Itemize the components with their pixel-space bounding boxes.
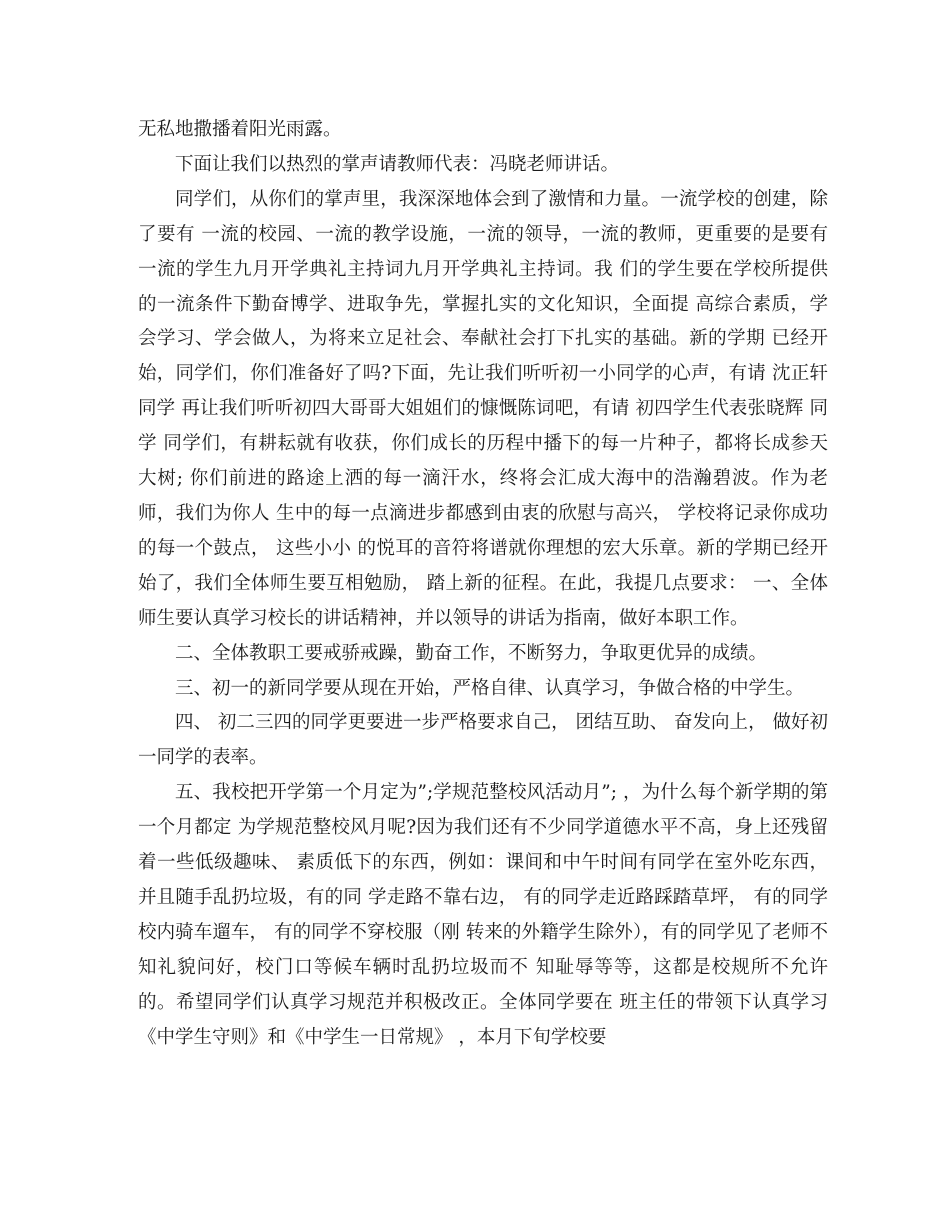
paragraph-2: 下面让我们以热烈的掌声请教师代表：冯晓老师讲话。 <box>175 153 620 175</box>
paragraph-4: 二、全体教职工要戒骄戒躁，勤奋工作，不断努力，争取更优异的成绩。 <box>175 642 768 664</box>
paragraph-1: 无私地撒播着阳光雨露。 <box>138 119 342 140</box>
paragraph-3: 同学们，从你们的掌声里，我深深地体会到了激情和力量。一流学校的创建，除了要有 一流的校园、一流的教学设施，一流的领导，一流的教师，更重要的是要有一流的学生九月开学典礼主持词九月开学典礼主持词。我 们的学生要在学校所提供的一流条件下勤奋博学、进取争先，掌握扎实的文化知识，全面提 高综合素质，学会学习、学会做人，为将来立足社会、奉献社会打下扎实的基础。新的学期 已经开始，同学们，你们准备好了吗?下面，先让我们听听初一小同学的心声，有请 沈正轩同学 再让我们听听初四大哥哥大姐姐们的慷慨陈词吧，有请 初四学生代表张晓辉 同学 同学们，有耕耘就有收获，你们成长的历程中播下的每一片种子，都将长成参天大树; 你们前进的路途上洒的每一滴汗水，终将会汇成大海中的浩瀚碧波。作为老师，我们为你人 生中的每一点滴进步都感到由衷的欣慰与高兴， 学校将记录你成功的每一个鼓点， 这些小小 的悦耳的音符将谱就你理想的宏大乐章。新的学期已经开始了，我们全体师生要互相勉励， 踏上新的征程。在此，我提几点要求： 一、全体师生要认真学习校长的讲话精神，并以领导的讲话为指南，做好本职工作。 <box>138 188 828 629</box>
paragraph-6: 四、 初二三四的同学更要进一步严格要求自己， 团结互助、 奋发向上， 做好初一同学的表率。 <box>138 712 828 769</box>
paragraph-5: 三、初一的新同学要从现在开始，严格自律、认真学习，争做合格的中学生。 <box>175 677 805 699</box>
paragraph-7: 五、我校把开学第一个月定为”;学规范整校风活动月”; ，为什么每个新学期的第一个月都定 为学规范整校风月呢?因为我们还有不少同学道德水平不高，身上还残留着一些低级趣味、 素质低下的东西，例如：课间和中午时间有同学在室外吃东西，并且随手乱扔垃圾，有的同 学走路不靠右边， 有的同学走近路踩踏草坪， 有的同学校内骑车遛车， 有的同学不穿校服（刚 转来的外籍学生除外），有的同学见了老师不知礼貌问好，校门口等候车辆时乱扔垃圾而不 知耻辱等等，这都是校规所不允许的。希望同学们认真学习规范并积极改正。全体同学要在 班主任的带领下认真学习《中学生守则》和《中学生一日常规》 ，本月下旬学校要 <box>138 782 828 1048</box>
document-body <box>138 113 828 1055</box>
